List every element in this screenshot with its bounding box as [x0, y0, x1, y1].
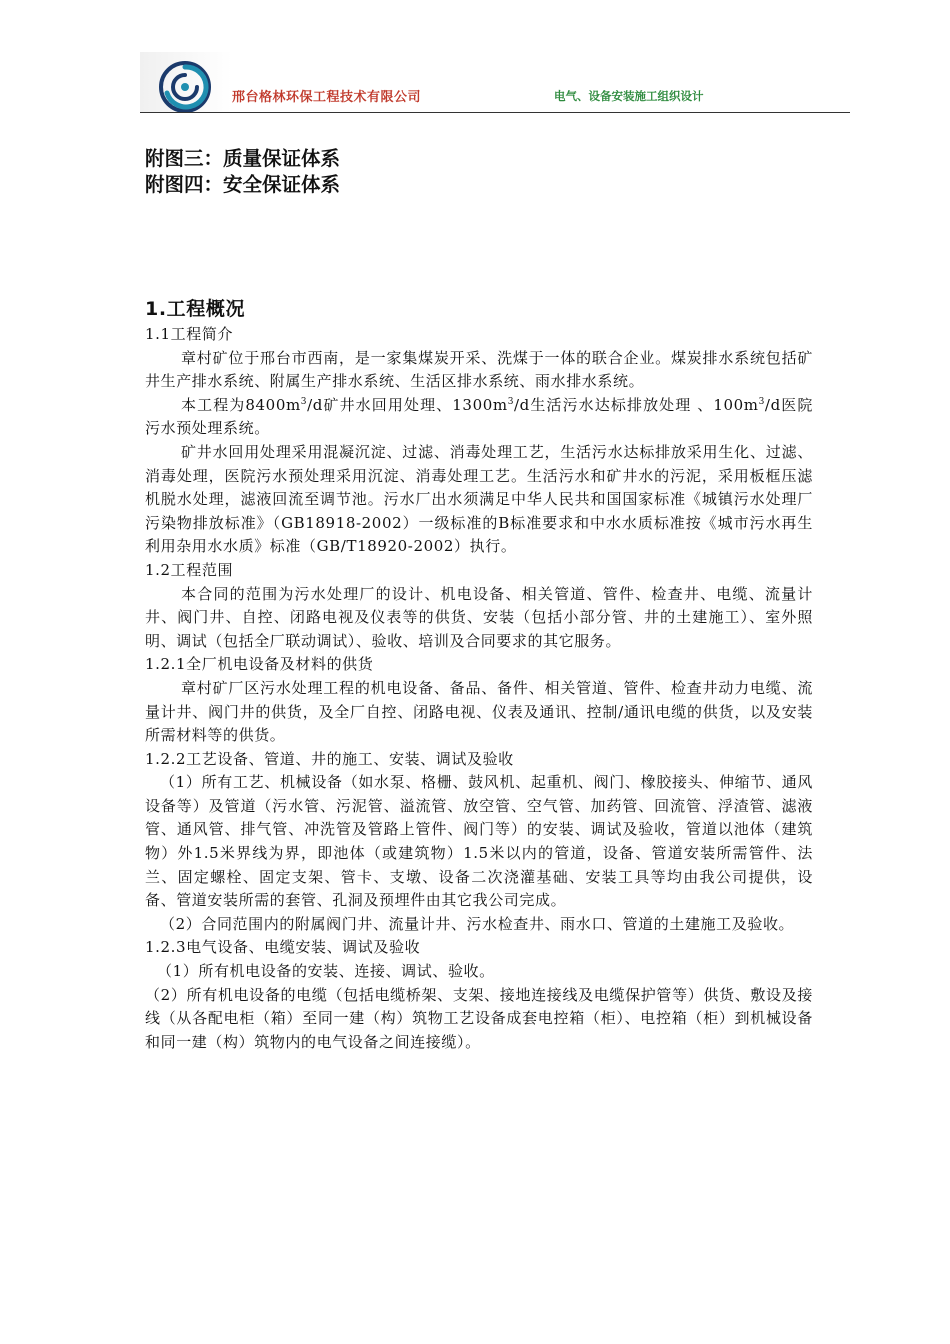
superscript: 3	[758, 396, 765, 407]
subsection-title: 1.2.3电气设备、电缆安装、调试及验收	[145, 938, 421, 957]
text-run: /d医院污水预处理系统。	[145, 395, 813, 438]
subsection-title: 1.2工程范围	[145, 560, 234, 579]
paragraph: （1）所有机电设备的安装、连接、调试、验收。	[157, 962, 495, 981]
main-content	[145, 295, 813, 1054]
paragraph: 矿井水回用处理采用混凝沉淀、过滤、消毒处理工艺，生活污水达标排放采用生化、过滤、消毒处理，医院污水预处理采用沉淀、消毒处理工艺。生活污水和矿井水的污泥，采用板框压滤机脱水处理，滤液回流至调节池。污水厂出水须满足中华人民共和国国家标准《城镇污水处理厂污染物排放标准》（GB18918-2002）一级标准的B标准要求和中水水质标准按《城市污水再生利用杂用水水质》标准（GB/T18920-2002）执行。	[145, 442, 813, 556]
appendix-item: 附图四：安全保证体系	[145, 173, 341, 196]
page-header	[140, 52, 850, 116]
paragraph: （1）所有工艺、机械设备（如水泵、格栅、鼓风机、起重机、阀门、橡胶接头、伸缩节、通风设备等）及管道（污水管、污泥管、溢流管、放空管、空气管、加药管、回流管、浮渣管、滤液管、通风管、排气管、冲洗管及管路上管件、阀门等）的安装、调试及验收，管道以池体（建筑物）外1.5米界线为界，即池体（或建筑物）1.5米以内的管道，设备、管道安装所需管件、法兰、固定螺栓、固定支架、管卡、支墩、设备二次浇灌基础、安装工具等均由我公司提供，设备、管道安装所需的套管、孔洞及预埋件由其它我公司完成。	[145, 773, 813, 910]
superscript: 3	[507, 396, 515, 407]
text-run: /d生活污水达标排放处理 、100m	[514, 395, 759, 414]
subsection-title: 1.1工程简介	[145, 325, 234, 343]
company-name: 邢台格林环保工程技术有限公司	[232, 90, 422, 105]
paragraph: 本合同的范围为污水处理厂的设计、机电设备、相关管道、管件、检查井、电缆、流量计井、阀门井、自控、闭路电视及仪表等的供货、安装（包括小部分管、井的土建施工）、室外照明、调试（包括全厂联动调试）、验收、培训及合同要求的其它服务。	[145, 584, 813, 650]
superscript: 3	[300, 396, 308, 407]
paragraph	[145, 394, 813, 441]
subsection-title: 1.2.2工艺设备、管道、井的施工、安装、调试及验收	[145, 749, 514, 768]
paragraph: （2）所有机电设备的电缆（包括电缆桥架、支架、接地连接线及电缆保护管等）供货、敷设及接线（从各配电柜（箱）至同一建（构）筑物工艺设备成套电控箱（柜）、电控箱（柜）到机械设备和同一建（构）筑物内的电气设备之间连接缆）。	[145, 985, 813, 1051]
paragraph: 章村矿位于邢台市西南，是一家集煤炭开采、洗煤于一体的联合企业。煤炭排水系统包括矿井生产排水系统、附属生产排水系统、生活区排水系统、雨水排水系统。	[145, 348, 813, 391]
paragraph: 章村矿厂区污水处理工程的机电设备、备品、备件、相关管道、管件、检查井动力电缆、流量计井、阀门井的供货，及全厂自控、闭路电视、仪表及通讯、控制/通讯电缆的供货，以及安装所需材料等的供货。	[145, 678, 813, 745]
header-rule	[140, 112, 850, 113]
text-run: 本工程为8400m	[181, 395, 301, 414]
text-run: /d矿井水回用处理、1300m	[307, 395, 508, 414]
subsection-title: 1.2.1全厂机电设备及材料的供货	[145, 655, 374, 674]
paragraph: （2）合同范围内的附属阀门井、流量计井、污水检查井、雨水口、管道的土建施工及验收。	[160, 914, 795, 933]
appendix-item: 附图三：质量保证体系	[145, 147, 341, 170]
document-title: 电气、设备安装施工组织设计	[554, 89, 704, 103]
appendix-list	[145, 146, 340, 198]
section-title: 1.工程概况	[145, 298, 246, 320]
company-logo-icon	[158, 60, 212, 114]
